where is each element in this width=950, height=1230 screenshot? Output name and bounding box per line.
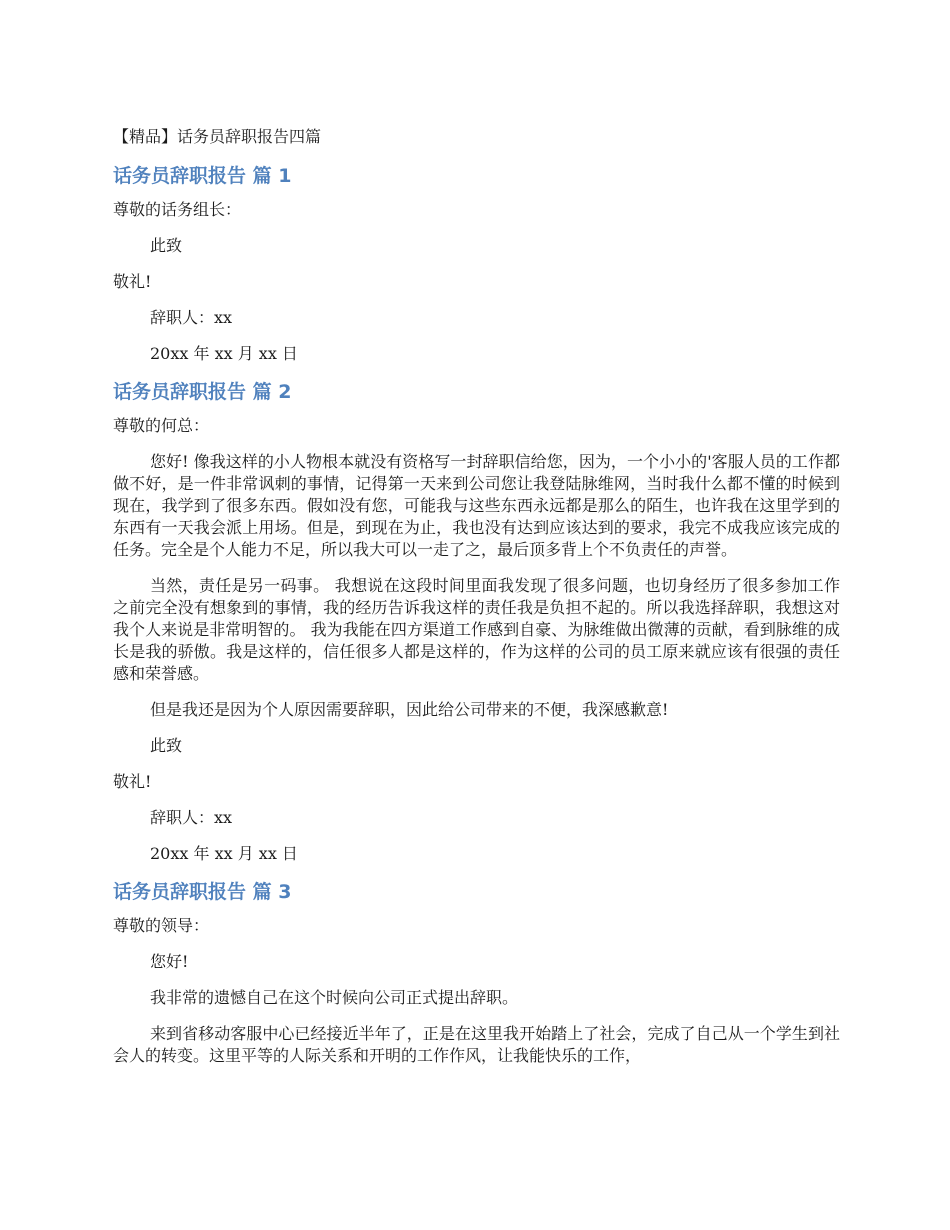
section-heading: 话务员辞职报告 篇 1 bbox=[113, 165, 292, 187]
body-paragraph: 我非常的遗憾自己在这个时候向公司正式提出辞职。 bbox=[150, 988, 519, 1007]
body-paragraph: 但是我还是因为个人原因需要辞职，因此给公司带来的不便，我深感歉意! bbox=[150, 700, 669, 719]
salutation: 尊敬的领导： bbox=[113, 916, 210, 935]
signature-line: 辞职人：xx bbox=[150, 808, 233, 827]
section-heading: 话务员辞职报告 篇 3 bbox=[113, 881, 292, 903]
salutation: 尊敬的何总： bbox=[113, 416, 210, 435]
body-paragraph: 当然，责任是另一码事。 我想说在这段时间里面我发现了很多问题，也切身经历了很多参加工作之前完全没有想象到的事情，我的经历告诉我这样的责任我是负担不起的。所以我选择辞职，我想这对我个人来说是非常明智的。 我为我能在四方渠道工作感到自豪、为脉维做出微薄的贡献，看到脉维的成长是我的骄傲。我是这样的，信任很多人都是这样的，作为这样的公司的员工原来就应该有很强的责任感和荣誉感。 bbox=[113, 576, 840, 683]
date-line: 20xx 年 xx 月 xx 日 bbox=[150, 844, 298, 863]
body-paragraph: 来到省移动客服中心已经接近半年了，正是在这里我开始踏上了社会，完成了自己从一个学生到社会人的转变。这里平等的人际关系和开明的工作作风，让我能快乐的工作， bbox=[113, 1024, 840, 1065]
closing-salute: 敬礼! bbox=[113, 772, 152, 791]
greeting: 您好! bbox=[150, 952, 189, 971]
closing-phrase: 此致 bbox=[150, 236, 183, 255]
date-line: 20xx 年 xx 月 xx 日 bbox=[150, 344, 298, 363]
signature-line: 辞职人：xx bbox=[150, 308, 233, 327]
body-paragraph: 您好! 像我这样的小人物根本就没有资格写一封辞职信给您，因为，一个小小的'客服人员的工作都做不好，是一件非常讽刺的事情，记得第一天来到公司您让我登陆脉维网，当时我什么都不懂的时候到现在，我学到了很多东西。假如没有您，可能我与这些东西永远都是那么的陌生，也许我在这里学到的东西有一天我会派上用场。但是，到现在为止，我也没有达到应该达到的要求，我完不成我应该完成的任务。完全是个人能力不足，所以我大可以一走了之，最后顶多背上个不负责任的声誉。 bbox=[113, 452, 840, 559]
section-3 bbox=[113, 879, 840, 1067]
document-title: 【精品】话务员辞职报告四篇 bbox=[113, 127, 322, 146]
document-page bbox=[113, 126, 840, 1081]
closing-salute: 敬礼! bbox=[113, 272, 152, 291]
section-2 bbox=[113, 379, 840, 865]
section-heading: 话务员辞职报告 篇 2 bbox=[113, 381, 292, 403]
salutation: 尊敬的话务组长： bbox=[113, 200, 242, 219]
section-1 bbox=[113, 163, 840, 365]
closing-phrase: 此致 bbox=[150, 736, 183, 755]
